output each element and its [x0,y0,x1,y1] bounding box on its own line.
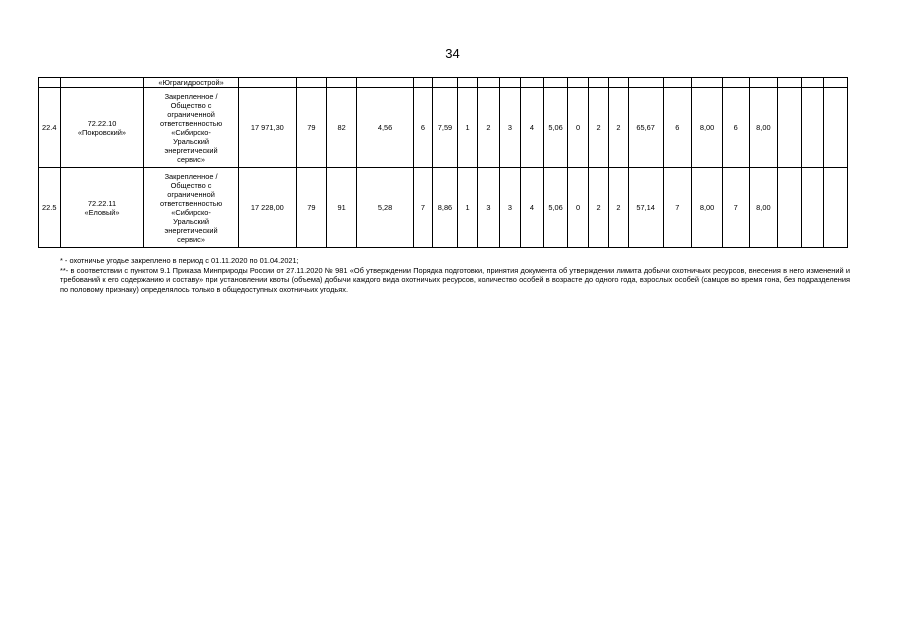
owner-cell: «Юграгидрострой» [144,78,238,88]
cell [628,78,663,88]
value-cell: 3 [499,88,521,168]
cell [543,78,568,88]
row-number: 22.4 [39,88,61,168]
value-cell: 6 [663,88,692,168]
value-cell: 8,86 [433,168,458,248]
value-cell: 2 [609,168,628,248]
value-cell: 4,56 [357,88,413,168]
table-row [39,168,848,248]
cell [609,78,628,88]
cell [521,78,544,88]
value-cell: 91 [326,168,357,248]
owner-cell [144,168,238,248]
value-cell: 65,67 [628,88,663,168]
footnote-2: **- в соответствии с пунктом 9.1 Приказа Минприроды России от 27.11.2020 № 981 «Об утверждении Порядка подготовки, принятия документа об утверждении лимита добычи охотничьих ресурсов, внесения в него изменений и требований к его содержанию и составу» при установлении квоты (объема) добычи каждого вида охотничьих ресурсов, количество особей в возрасте до одного года, взрослых особей (самцов во время гона, без подразделения по половому признаку) определялось только в общедоступных охотничьих угодьях. [60,265,850,294]
cell [457,78,477,88]
area-cell: 17 228,00 [238,168,296,248]
cell [778,78,802,88]
cell [326,78,357,88]
owner-line: Общество с [170,100,212,110]
owner-line: ограниченной [167,189,215,199]
owner-line: Закрепленное / [164,171,218,181]
value-cell: 3 [499,168,521,248]
value-cell [778,88,802,168]
value-cell: 79 [297,168,327,248]
owner-line: энергетический [164,225,218,235]
cell [433,78,458,88]
owner-line: Уральский [173,216,210,226]
cell [663,78,692,88]
cell [357,78,413,88]
value-cell: 1 [457,168,477,248]
value-cell: 5,06 [543,168,568,248]
value-cell: 2 [588,88,608,168]
owner-line: ответственностью [160,118,223,128]
value-cell: 2 [588,168,608,248]
value-cell: 7 [413,168,432,248]
value-cell: 8,00 [749,168,778,248]
cell [413,78,432,88]
owner-line: Закрепленное / [164,91,218,101]
cell [499,78,521,88]
ground-code: 72.22.10 [87,118,117,128]
value-cell: 4 [521,168,544,248]
value-cell [778,168,802,248]
cell [824,78,848,88]
value-cell [824,88,848,168]
value-cell: 8,00 [692,88,723,168]
value-cell: 82 [326,88,357,168]
value-cell: 3 [478,168,500,248]
cell [749,78,778,88]
cell [722,78,749,88]
value-cell: 8,00 [749,88,778,168]
footnotes [60,256,850,294]
value-cell: 6 [413,88,432,168]
table-row-continued [39,78,848,88]
value-cell: 7 [722,168,749,248]
owner-line: сервис» [177,234,205,244]
owner-line: энергетический [164,145,218,155]
value-cell [824,168,848,248]
owner-line: Общество с [170,180,212,190]
owner-line: «Сибирско- [171,127,211,137]
value-cell: 7,59 [433,88,458,168]
footnote-1: * - охотничье угодье закреплено в период с 01.11.2020 по 01.04.2021; [60,256,299,265]
cell [692,78,723,88]
ground-name: «Покровский» [77,127,127,137]
table-row [39,88,848,168]
row-number: 22.5 [39,168,61,248]
cell [568,78,588,88]
ground-code: 72.22.11 [87,198,117,208]
owner-line: сервис» [177,154,205,164]
area-cell: 17 971,30 [238,88,296,168]
cell [60,78,144,88]
cell [297,78,327,88]
value-cell: 0 [568,168,588,248]
cell [39,78,61,88]
value-cell: 2 [478,88,500,168]
value-cell: 7 [663,168,692,248]
owner-line: ограниченной [167,109,215,119]
page-number: 34 [445,46,460,61]
value-cell: 2 [609,88,628,168]
owner-cell [144,88,238,168]
value-cell: 1 [457,88,477,168]
hunting-ground-cell [60,168,144,248]
cell [478,78,500,88]
owner-line: Уральский [173,136,210,146]
cell [588,78,608,88]
value-cell: 79 [297,88,327,168]
ground-name: «Еловый» [84,207,120,217]
value-cell: 8,00 [692,168,723,248]
hunting-ground-cell [60,88,144,168]
owner-line: ответственностью [160,198,223,208]
value-cell: 4 [521,88,544,168]
quota-table [38,77,848,248]
value-cell [801,88,824,168]
cell [238,78,296,88]
value-cell: 5,28 [357,168,413,248]
owner-line: «Сибирско- [171,207,211,217]
value-cell: 5,06 [543,88,568,168]
value-cell: 0 [568,88,588,168]
cell [801,78,824,88]
value-cell: 57,14 [628,168,663,248]
value-cell [801,168,824,248]
value-cell: 6 [722,88,749,168]
